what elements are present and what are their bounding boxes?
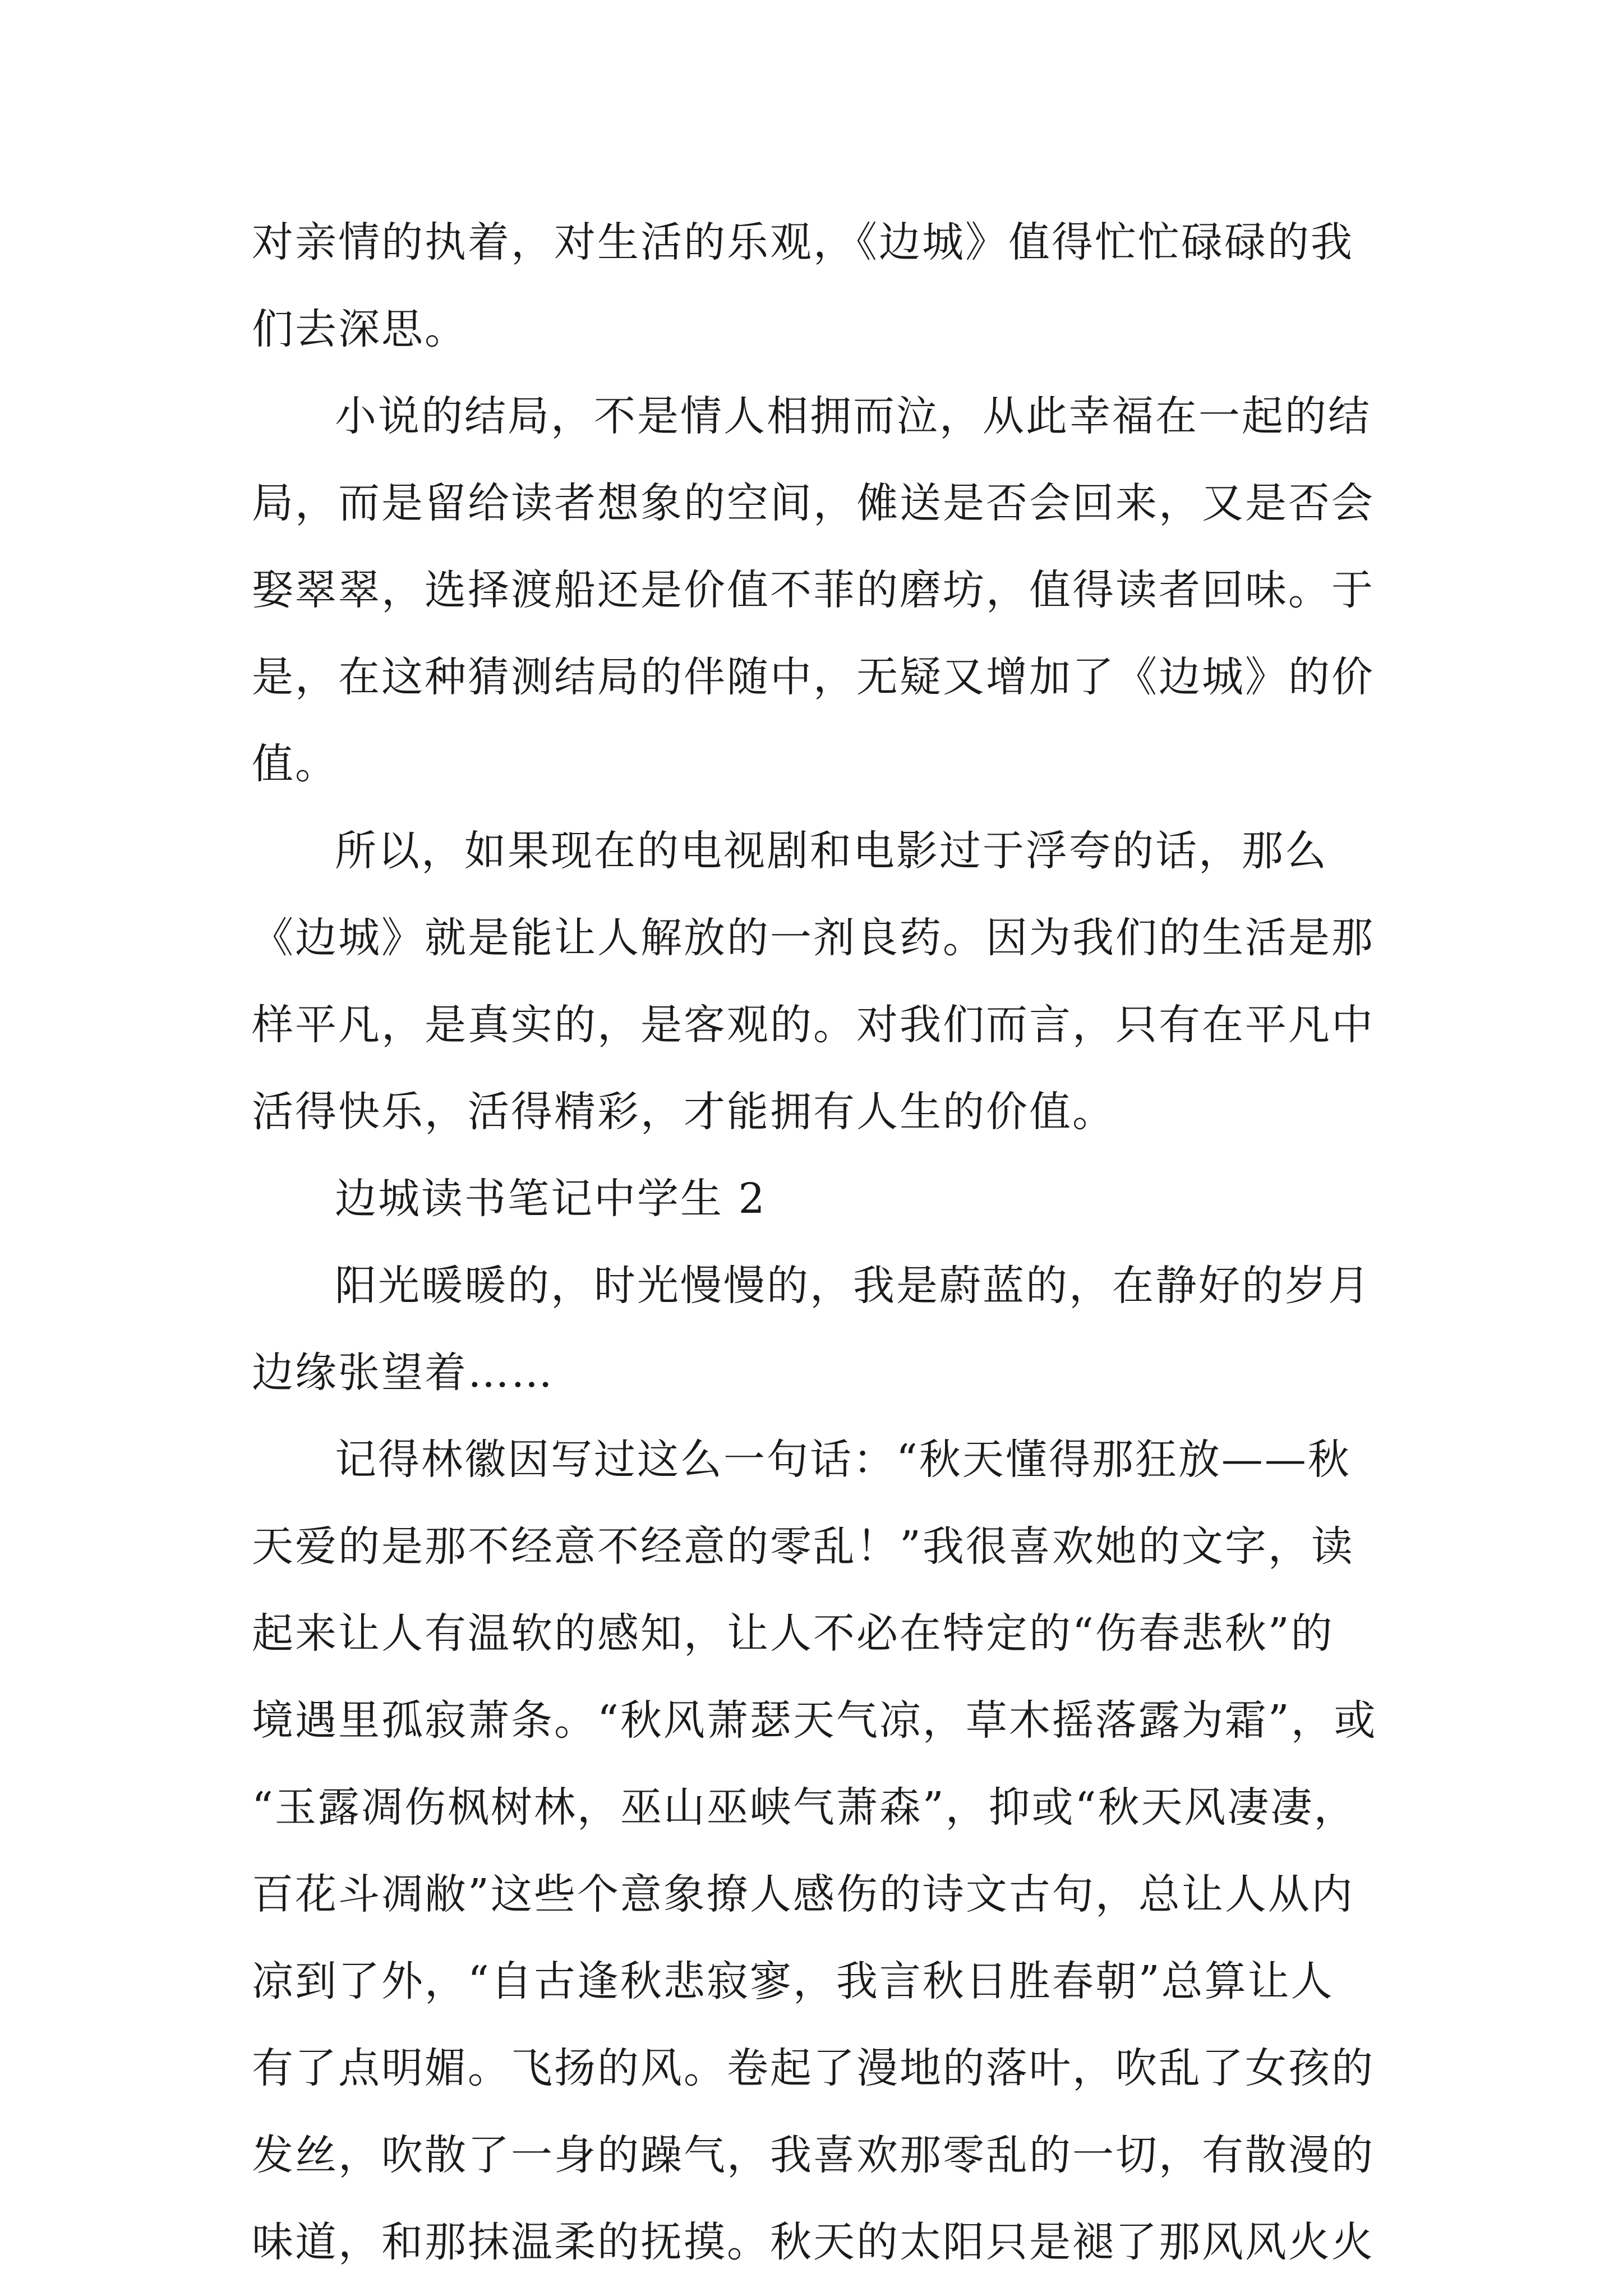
- text-line: 对亲情的执着，对生活的乐观，《边城》值得忙忙碌碌的我: [252, 218, 1354, 266]
- text-line: 活得快乐，活得精彩，才能拥有人生的价值。: [252, 1088, 1115, 1136]
- text-line: “玉露凋伤枫树林，巫山巫峡气萧森”，抑或“秋天风凄凄，: [252, 1783, 1357, 1832]
- text-line: 凉到了外，“自古逢秋悲寂寥，我言秋日胜春朝”总算让人: [252, 1957, 1334, 2005]
- text-line: 天爱的是那不经意不经意的零乱！”我很喜欢她的文字，读: [252, 1522, 1354, 1571]
- text-line: 边缘张望着……: [252, 1349, 554, 1397]
- body-text: [252, 199, 1385, 2286]
- text-line: 记得林徽因写过这么一句话：“秋天懂得那狂放——秋: [335, 1435, 1351, 1484]
- text-line: 《边城》就是能让人解放的一剂良药。因为我们的生活是那: [252, 914, 1375, 962]
- text-line: 阳光暖暖的，时光慢慢的，我是蔚蓝的，在静好的岁月: [335, 1262, 1371, 1310]
- text-line: 有了点明媚。飞扬的风。卷起了漫地的落叶，吹乱了女孩的: [252, 2044, 1375, 2092]
- text-line: 是，在这种猜测结局的伴随中，无疑又增加了《边城》的价: [252, 653, 1375, 701]
- text-line: 们去深思。: [252, 305, 468, 353]
- text-line: 百花斗凋敝”这些个意象撩人感伤的诗文古句，总让人从内: [252, 1870, 1354, 1918]
- text-line: 小说的结局，不是情人相拥而泣，从此幸福在一起的结: [335, 392, 1371, 440]
- text-line: 局，而是留给读者想象的空间，傩送是否会回来，又是否会: [252, 479, 1375, 527]
- text-line: 所以，如果现在的电视剧和电影过于浮夸的话，那么: [335, 827, 1328, 875]
- text-line: 值。: [252, 740, 338, 788]
- text-line: 发丝，吹散了一身的躁气，我喜欢那零乱的一切，有散漫的: [252, 2131, 1375, 2179]
- text-line: 边城读书笔记中学生 2: [335, 1175, 767, 1223]
- text-line: 境遇里孤寂萧条。“秋风萧瑟天气凉，草木摇落露为霜”，或: [252, 1696, 1377, 1745]
- text-line: 起来让人有温软的感知，让人不必在特定的“伤春悲秋”的: [252, 1609, 1334, 1658]
- text-line: 味道，和那抹温柔的抚摸。秋天的太阳只是褪了那风风火火: [252, 2218, 1375, 2266]
- text-line: 娶翠翠，选择渡船还是价值不菲的磨坊，值得读者回味。于: [252, 566, 1375, 614]
- text-line: 样平凡，是真实的，是客观的。对我们而言，只有在平凡中: [252, 1001, 1375, 1049]
